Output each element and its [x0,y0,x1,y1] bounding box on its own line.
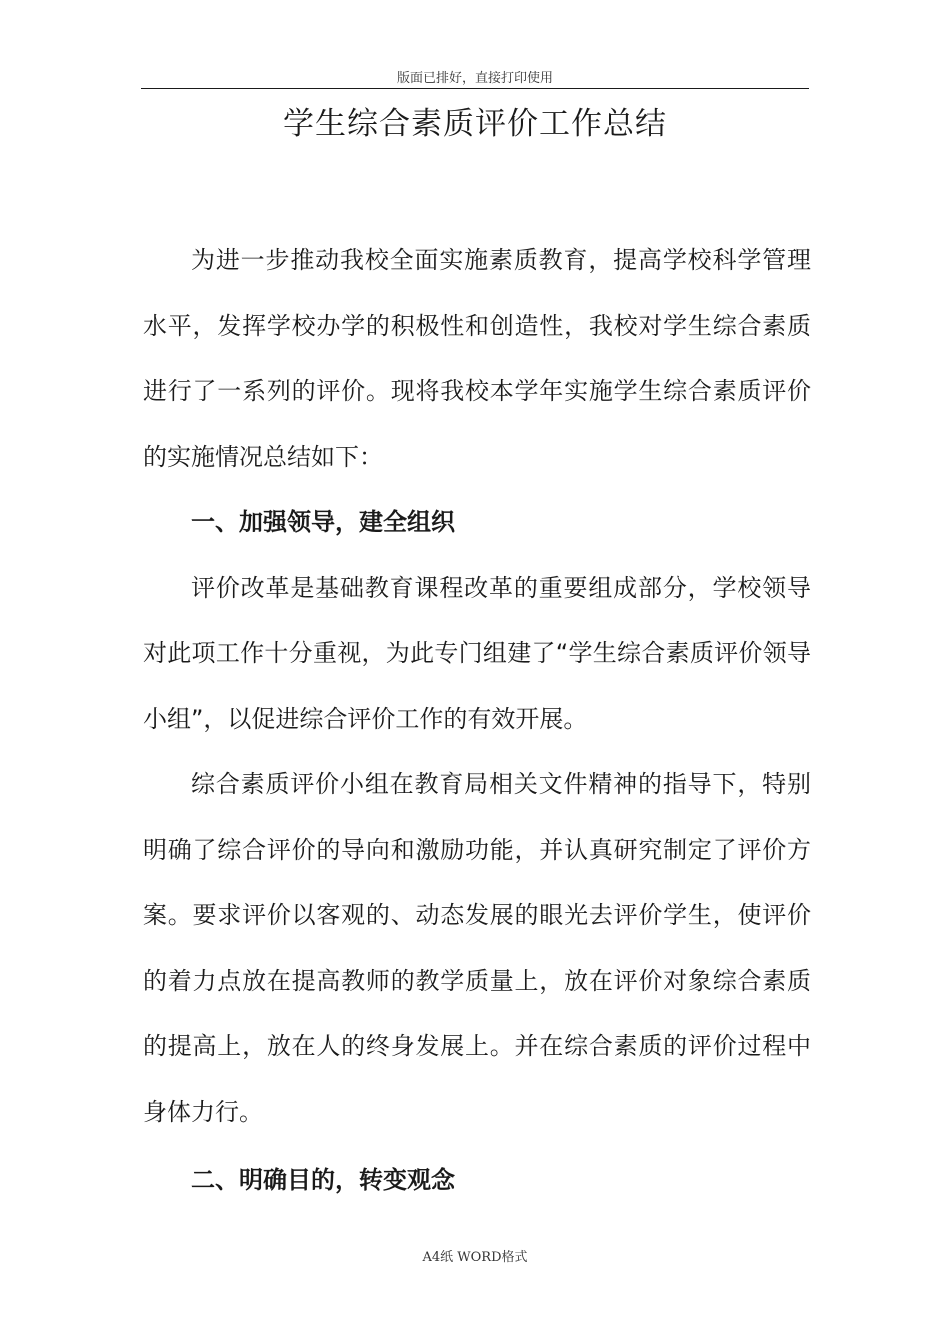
document-title: 学生综合素质评价工作总结 [283,106,667,142]
header-divider [141,88,809,89]
section-1-heading: 一、加强领导，建全组织 [191,508,455,536]
section-1-paragraph-2: 综合素质评价小组在教育局相关文件精神的指导下，特别明确了综合评价的导向和激励功能，并认真研究制定了评价方案。要求评价以客观的、动态发展的眼光去评价学生，使评价的着力点放在提高教师的教学质量上，放在评价对象综合素质的提高上，放在人的终身发展上。并在综合素质的评价过程中身体力行。 [143,770,811,1126]
section-2-heading: 二、明确目的，转变观念 [191,1166,455,1194]
intro-paragraph: 为进一步推动我校全面实施素质教育，提高学校科学管理水平，发挥学校办学的积极性和创造性，我校对学生综合素质进行了一系列的评价。现将我校本学年实施学生综合素质评价的实施情况总结如下： [143,246,811,471]
page-header-text: 版面已排好，直接打印使用 [396,71,553,86]
document-body-continued [143,1148,811,1214]
page-footer-text: A4纸 WORD格式 [422,1250,528,1265]
document-body [143,228,811,1145]
section-1-paragraph-1: 评价改革是基础教育课程改革的重要组成部分，学校领导对此项工作十分重视，为此专门组建了“学生综合素质评价领导小组”，以促进综合评价工作的有效开展。 [143,573,811,733]
